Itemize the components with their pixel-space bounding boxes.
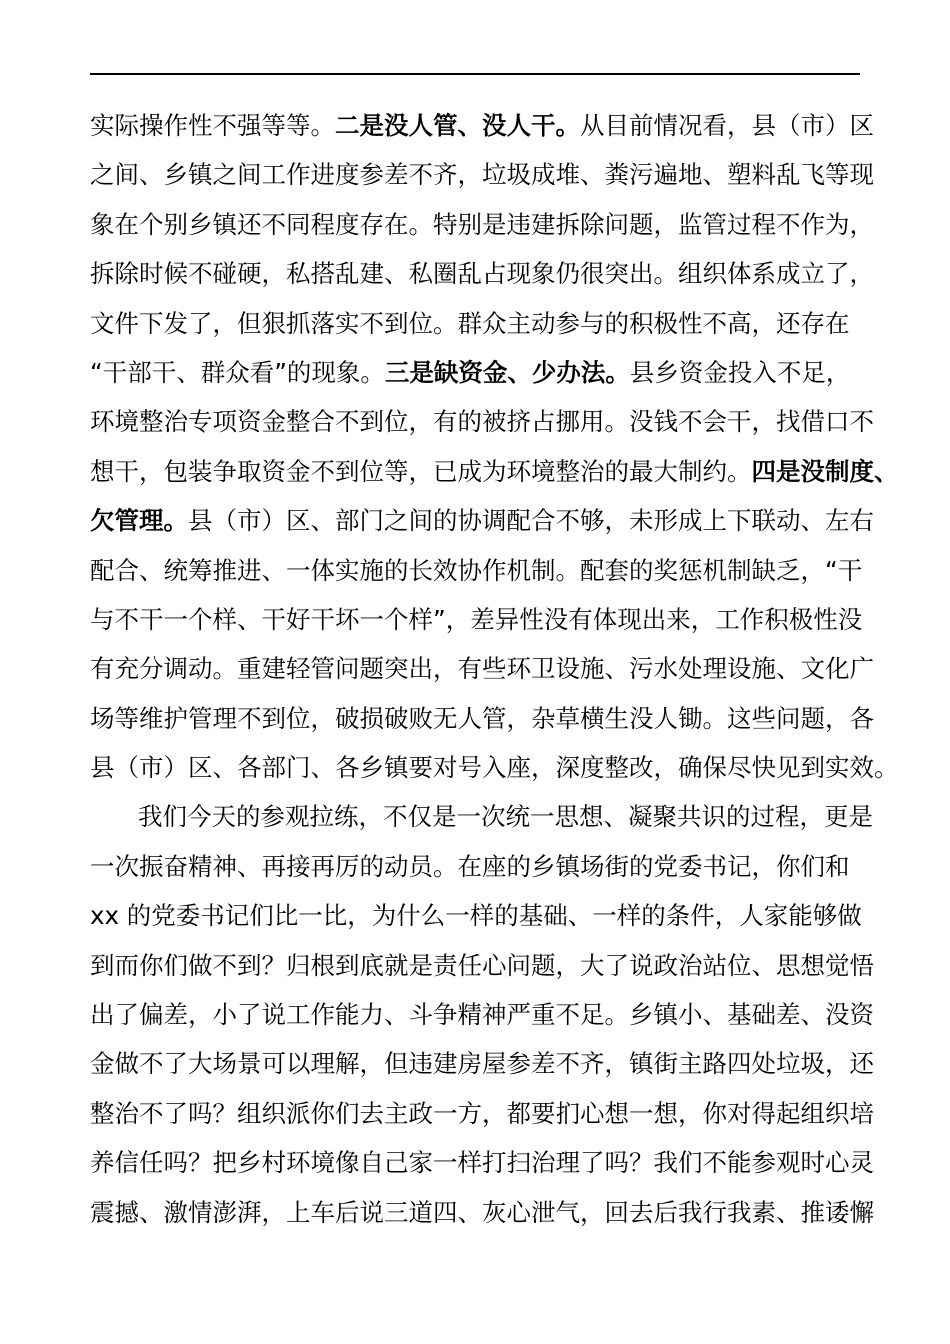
text-run: 到而你们做不到？归根到底就是责任心问题，大了说政治站位、思想觉悟 (90, 950, 874, 980)
text-run: “干部干、群众看”的现象。 (90, 357, 385, 387)
text-run: 一次振奋精神、再接再厉的动员。在座的乡镇场街的党委书记，你们和 (90, 851, 850, 881)
text-line (90, 644, 874, 693)
text-run: 震撼、激情澎湃，上车后说三道四、灰心泄气，回去后我行我素、推诿懈 (90, 1197, 874, 1227)
text-line (90, 249, 874, 298)
text-line (90, 891, 870, 940)
text-run: 想干，包装争取资金不到位等，已成为环境整治的最大制约。 (90, 456, 752, 486)
text-run: 拆除时候不碰硬，私搭乱建、私圈乱占现象仍很突出。组织体系成立了， (90, 259, 874, 289)
text-run: 文件下发了，但狠抓落实不到位。群众主动参与的积极性不高，还存在 (90, 308, 850, 338)
text-run: 养信任吗？把乡村环境像自己家一样打扫治理了吗？我们不能参观时心灵 (90, 1148, 874, 1178)
body-text (90, 101, 899, 1237)
text-line (90, 1138, 874, 1187)
text-run: 实际操作性不强等等。 (90, 111, 335, 140)
text-run: 场等维护管理不到位，破损破败无人管，杂草横生没人锄。这些问题，各 (90, 703, 874, 733)
text-line (90, 348, 870, 397)
text-line (90, 1089, 874, 1138)
text-run: 出了偏差，小了说工作能力、斗争精神严重不足。乡镇小、基础差、没资 (90, 1000, 874, 1030)
text-line (90, 1039, 874, 1088)
text-line (90, 546, 870, 595)
text-line (90, 150, 874, 199)
text-run: 县（市）区、各部门、各乡镇要对号入座，深度整改，确保尽快见到实效。 (90, 753, 899, 783)
text-line (90, 941, 874, 990)
text-line (90, 1188, 874, 1237)
text-run: 县乡资金投入不足， (629, 357, 851, 387)
text-line (90, 200, 874, 249)
text-line (90, 792, 873, 841)
text-run: 整治不了吗？组织派你们去主政一方，都要扪心想一想，你对得起组织培 (90, 1098, 874, 1128)
text-line (90, 743, 899, 792)
text-line (90, 990, 874, 1039)
text-line (90, 101, 874, 150)
bold-text-run: 二是没人管、没人干。 (335, 111, 580, 140)
text-run: 配合、统筹推进、一体实施的长效协作机制。配套的奖惩机制缺乏，“干 (90, 555, 863, 585)
text-run: 之间、乡镇之间工作进度参差不齐，垃圾成堆、粪污遍地、塑料乱飞等现 (90, 160, 874, 190)
text-line (90, 595, 870, 644)
text-run: 象在个别乡镇还不同程度存在。特别是违建拆除问题，监管过程不作为， (90, 209, 874, 239)
text-run: 我们今天的参观拉练，不仅是一次统一思想、凝聚共识的过程，更是 (138, 802, 873, 832)
text-run: 金做不了大场景可以理解，但违建房屋参差不齐，镇街主路四处垃圾，还 (90, 1049, 874, 1079)
text-run: 从目前情况看，县（市）区 (580, 111, 874, 140)
text-line (90, 694, 874, 743)
text-line (90, 842, 870, 891)
text-run: 与不干一个样、干好干坏一个样”，差异性没有体现出来，工作积极性没 (90, 604, 863, 634)
text-run: 环境整治专项资金整合不到位，有的被挤占挪用。没钱不会干，找借口不 (90, 407, 874, 437)
text-run: 有充分调动。重建轻管问题突出，有些环卫设施、污水处理设施、文化广 (90, 654, 874, 684)
bold-text-run: 欠管理。 (90, 506, 188, 536)
text-line (90, 496, 874, 545)
bold-text-run: 三是缺资金、少办法。 (384, 357, 630, 387)
text-run: 县（市）区、部门之间的协调配合不够，未形成上下联动、左右 (188, 506, 874, 536)
bold-text-run: 四是没制度、 (751, 456, 899, 486)
text-line (90, 299, 870, 348)
text-line (90, 397, 874, 446)
text-line (90, 447, 899, 496)
text-run: xx 的党委书记们比一比，为什么一样的基础、一样的条件，人家能够做 (90, 901, 862, 931)
header-rule (90, 73, 860, 75)
